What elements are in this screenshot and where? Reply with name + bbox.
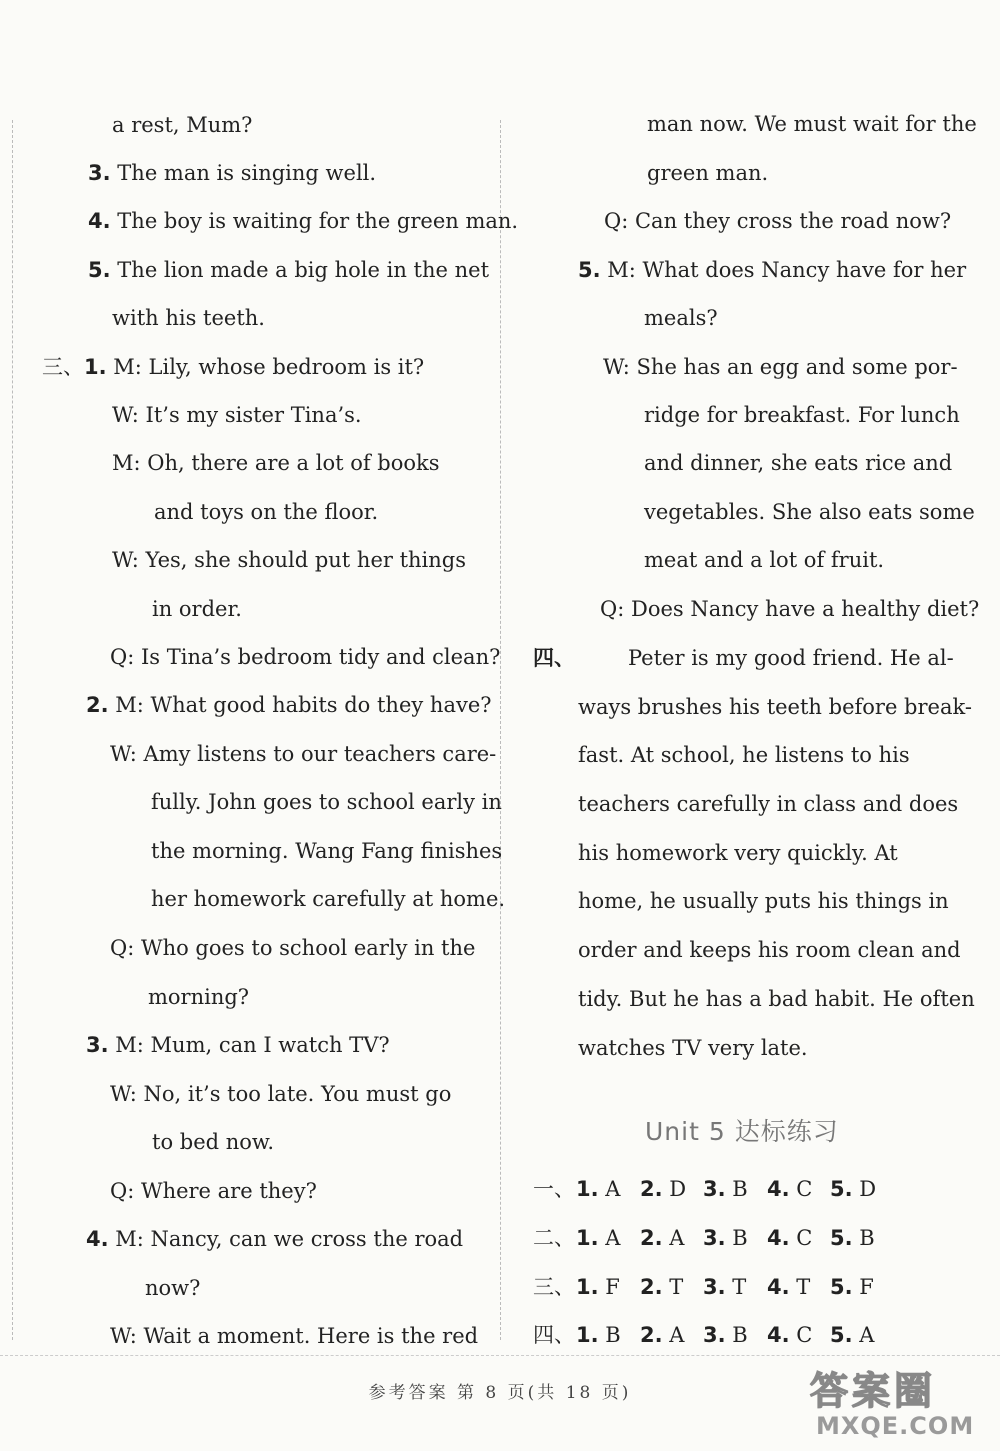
text-line: his homework very quickly. At xyxy=(578,841,898,865)
text-line: W: No, it’s too late. You must go xyxy=(110,1082,452,1106)
answer-item: 4. C xyxy=(767,1177,813,1201)
speaker-label: W: xyxy=(112,403,139,427)
text-line: man now. We must wait for the xyxy=(647,112,977,136)
unit-title: Unit 5 达标练习 xyxy=(645,1117,839,1146)
answer-item: 5. B xyxy=(830,1226,875,1250)
text-line: morning? xyxy=(148,985,250,1009)
speaker-label: W: xyxy=(110,1324,137,1348)
text-line: 2. M: What good habits do they have? xyxy=(86,693,492,717)
text-line: green man. xyxy=(647,161,769,185)
text-line: 3. The man is singing well. xyxy=(88,161,377,185)
answer-item: 2. D xyxy=(640,1177,687,1201)
answer-item: 1. A xyxy=(576,1177,621,1201)
speaker-label: Q: xyxy=(110,645,135,669)
answer-item: 3. T xyxy=(703,1275,747,1299)
answer-item: 1. A xyxy=(576,1226,621,1250)
speaker-label: Q: xyxy=(604,209,629,233)
text-line: fully. John goes to school early in xyxy=(151,790,502,814)
text-line: watches TV very late. xyxy=(578,1036,808,1060)
answer-item: 4. C xyxy=(767,1323,813,1347)
speaker-label: M: xyxy=(113,355,142,379)
text-line: meals? xyxy=(644,306,718,330)
watermark xyxy=(810,1360,990,1448)
text-line: M: Oh, there are a lot of books xyxy=(112,451,440,475)
answer-item: 2. A xyxy=(640,1323,685,1347)
item-number: 3. xyxy=(88,161,111,185)
text-line: 4. M: Nancy, can we cross the road xyxy=(86,1227,464,1251)
text-line: W: She has an egg and some por- xyxy=(603,355,958,379)
answer-item: 1. B xyxy=(576,1323,621,1347)
footer-divider xyxy=(0,1355,1000,1356)
text-line: home, he usually puts his things in xyxy=(578,889,949,913)
speaker-label: W: xyxy=(110,1082,137,1106)
text-line: W: Amy listens to our teachers care- xyxy=(110,742,497,766)
speaker-label: M: xyxy=(115,693,144,717)
item-number: 3. xyxy=(86,1033,109,1057)
text-line: and dinner, she eats rice and xyxy=(644,451,953,475)
answer-item: 3. B xyxy=(703,1226,748,1250)
text-line: order and keeps his room clean and xyxy=(578,938,961,962)
answer-item: 2. A xyxy=(640,1226,685,1250)
text-line: her homework carefully at home. xyxy=(151,887,506,911)
watermark-logo: 答案圈 xyxy=(810,1369,937,1413)
speaker-label: Q: xyxy=(110,1179,135,1203)
answer-item: 4. C xyxy=(767,1226,813,1250)
text-line: Q: Who goes to school early in the xyxy=(110,936,476,960)
text-line: and toys on the floor. xyxy=(154,500,379,524)
text-line: Q: Can they cross the road now? xyxy=(604,209,952,233)
watermark-url: MXQE.COM xyxy=(816,1412,975,1440)
speaker-label: M: xyxy=(115,1227,144,1251)
text-line: a rest, Mum? xyxy=(112,113,253,137)
answer-row xyxy=(533,1174,877,1204)
section-label: 三、 xyxy=(42,355,84,379)
item-number: 4. xyxy=(86,1227,109,1251)
text-line: tidy. But he has a bad habit. He often xyxy=(578,987,975,1011)
answer-item: 3. B xyxy=(703,1323,748,1347)
item-number: 5. xyxy=(578,258,601,282)
text-line: vegetables. She also eats some xyxy=(644,500,975,524)
speaker-label: M: xyxy=(115,1033,144,1057)
answer-item: 5. D xyxy=(830,1177,877,1201)
section-label: 一、 xyxy=(533,1177,575,1201)
speaker-label: Q: xyxy=(600,597,625,621)
column-divider-left xyxy=(12,120,13,1340)
answer-item: 5. F xyxy=(830,1275,874,1299)
text-line: ridge for breakfast. For lunch xyxy=(644,403,960,427)
text-line: W: It’s my sister Tina’s. xyxy=(112,403,362,427)
text-line: 5. M: What does Nancy have for her xyxy=(578,258,967,282)
text-line: fast. At school, he listens to his xyxy=(578,743,910,767)
section-label: 四、 xyxy=(533,1323,575,1347)
answer-row xyxy=(533,1320,875,1350)
section-label: 三、 xyxy=(533,1275,575,1299)
text-line: Q: Does Nancy have a healthy diet? xyxy=(600,597,980,621)
text-line: to bed now. xyxy=(152,1130,275,1154)
speaker-label: M: xyxy=(607,258,636,282)
text-line: 5. The lion made a big hole in the net xyxy=(88,258,490,282)
text-line: in order. xyxy=(152,597,242,621)
text-line: 3. M: Mum, can I watch TV? xyxy=(86,1033,390,1057)
item-number: 5. xyxy=(88,258,111,282)
text-line: 三、1. M: Lily, whose bedroom is it? xyxy=(42,355,425,379)
text-line: Peter is my good friend. He al- xyxy=(628,646,954,670)
section-label: 二、 xyxy=(533,1226,575,1250)
page-footer: 参考答案 第 8 页(共 18 页) xyxy=(368,1383,632,1403)
answer-item: 2. T xyxy=(640,1275,684,1299)
answer-item: 3. B xyxy=(703,1177,748,1201)
text-line: teachers carefully in class and does xyxy=(578,792,959,816)
text-line: now? xyxy=(145,1276,201,1300)
answer-item: 4. T xyxy=(767,1275,811,1299)
text-line: W: Yes, she should put her things xyxy=(112,548,467,572)
text-line: Q: Is Tina’s bedroom tidy and clean? xyxy=(110,645,501,669)
section-label: 四、 xyxy=(533,646,575,670)
speaker-label: W: xyxy=(110,742,137,766)
item-number: 1. xyxy=(84,355,107,379)
text-line: 4. The boy is waiting for the green man. xyxy=(88,209,519,233)
speaker-label: M: xyxy=(112,451,141,475)
item-number: 4. xyxy=(88,209,111,233)
text-line: the morning. Wang Fang finishes xyxy=(151,839,503,863)
text-line: meat and a lot of fruit. xyxy=(644,548,885,572)
text-line: Q: Where are they? xyxy=(110,1179,317,1203)
column-divider-center xyxy=(500,120,501,1340)
speaker-label: W: xyxy=(603,355,630,379)
answer-item: 5. A xyxy=(830,1323,875,1347)
text-line: W: Wait a moment. Here is the red xyxy=(110,1324,479,1348)
text-line: ways brushes his teeth before break- xyxy=(578,695,972,719)
text-line: with his teeth. xyxy=(112,306,265,330)
answer-row xyxy=(533,1223,875,1253)
answer-row xyxy=(533,1272,874,1302)
answer-item: 1. F xyxy=(576,1275,620,1299)
speaker-label: Q: xyxy=(110,936,135,960)
item-number: 2. xyxy=(86,693,109,717)
speaker-label: W: xyxy=(112,548,139,572)
